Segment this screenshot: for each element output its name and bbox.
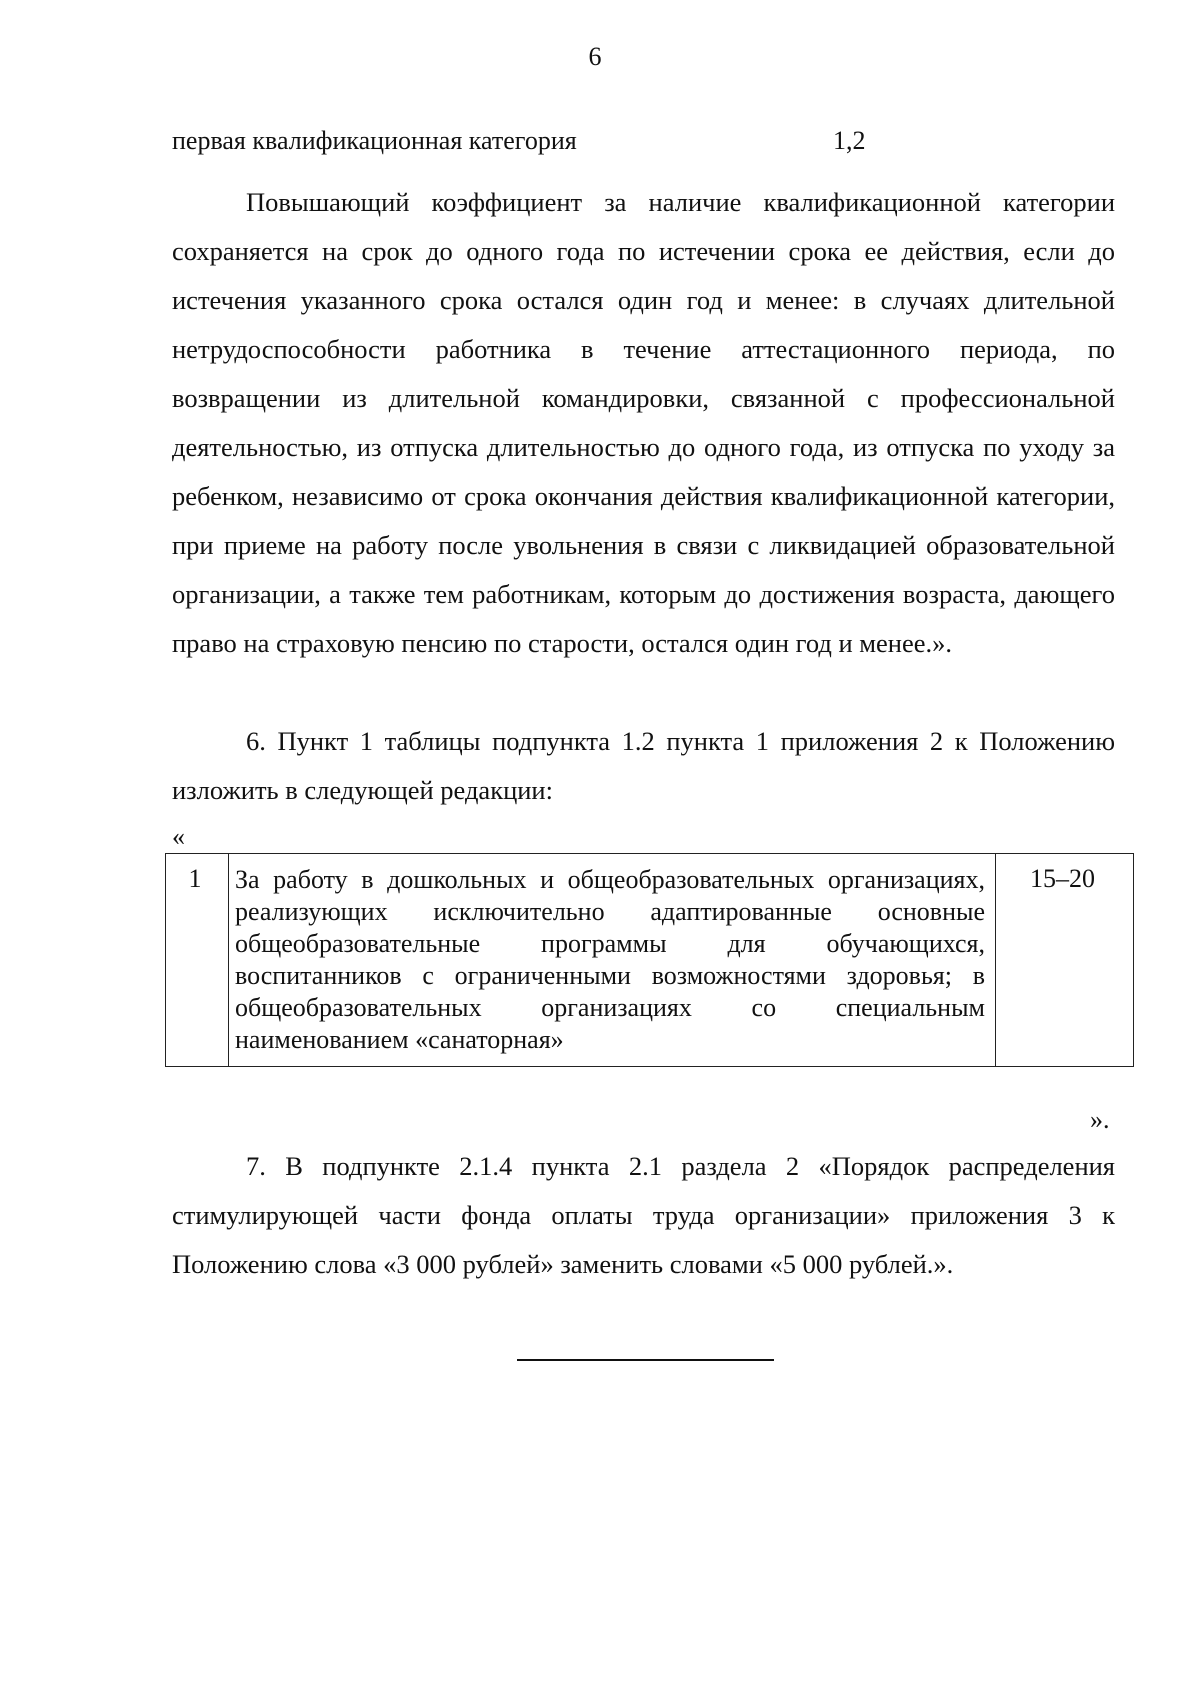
end-separator-line bbox=[517, 1359, 774, 1361]
paragraph-item-6: 6. Пункт 1 таблицы подпункта 1.2 пункта 1 приложения 2 к Положению изложить в следующей редакции: bbox=[172, 726, 1115, 805]
paragraph-item-7: 7. В подпункте 2.1.4 пункта 2.1 раздела 2 «Порядок распределения стимулирующей части фонда оплаты труда организации» приложения 3 к Положению слова «3 000 рублей» заменить словами «5 000 рублей.». bbox=[172, 1151, 1115, 1279]
quote-close-mark: ». bbox=[1090, 1105, 1110, 1134]
paragraph-coefficient-retention: Повышающий коэффициент за наличие квалификационной категории сохраняется на срок до одного года по истечении срока ее действия, если до истечения указанного срока остался один год и менее: в случаях длительной нетрудоспособности работника в течение аттестационного периода, по возвращении из длительной командировки, связанной с профессиональной деятельностью, из отпуска длительностью до одного года, из отпуска по уходу за ребенком, независимо от срока окончания действия квалификационной категории, при приеме на работу после увольнения в связи с ликвидацией образовательной организации, а также тем работникам, которым до достижения возраста, дающего право на страховую пенсию по старости, остался один год и менее.». bbox=[172, 187, 1115, 658]
coefficient-value: 1,2 bbox=[833, 126, 866, 155]
table-row bbox=[166, 854, 1134, 1067]
table-cell-text: За работу в дошкольных и общеобразовательных организациях, реализующих исключительно адаптированные основные общеобразовательные программы для обучающихся, воспитанников с ограниченными возможностями здоровья; в общеобразовательных организациях со специальным наименованием «санаторная» bbox=[229, 854, 996, 1067]
amendment-table bbox=[165, 853, 1134, 1067]
coefficient-label: первая квалификационная категория bbox=[172, 126, 577, 155]
table-cell-number: 1 bbox=[166, 854, 229, 1067]
quote-open-mark: « bbox=[172, 822, 185, 851]
page-number: 6 bbox=[588, 42, 602, 71]
table-cell-value: 15–20 bbox=[996, 854, 1134, 1067]
